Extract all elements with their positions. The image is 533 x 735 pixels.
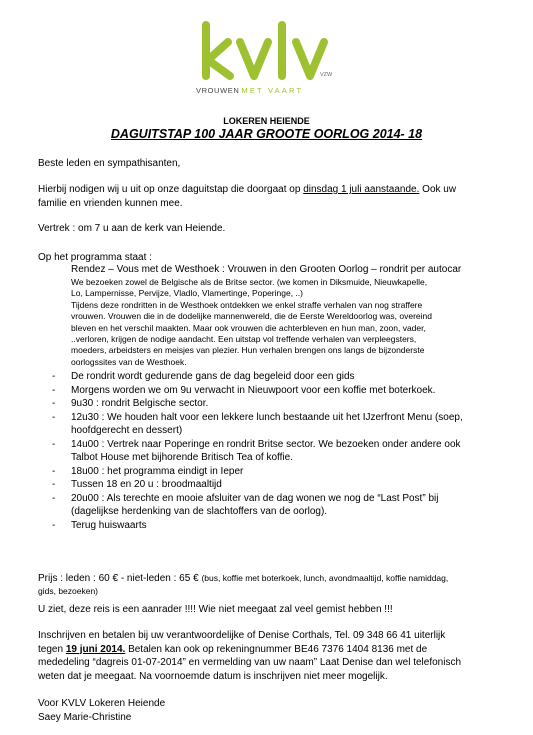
registration-text-post: Betalen kan ook op rekeningnummer BE46 7376 1404 8136 met de [125, 643, 428, 655]
intro-text-post: Ook uw [419, 184, 457, 195]
rendezvous-line: moeders, arbeidsters en meisjes van plezier. Hun verhalen brengen ons langs de bijzonderste [71, 345, 425, 356]
list-item-text: 20u00 : Als terechte en mooie afsluiter van de dag wonen we nog de “Last Post” bij [71, 492, 439, 504]
list-item-text: 12u30 : We houden halt voor een lekkere lunch bestaande uit het IJzerfront Menu (soep, [71, 411, 463, 423]
price-detail-cont: gids, bezoeken) [38, 586, 99, 596]
list-item [38, 438, 463, 465]
signature-org: Voor KVLV Lokeren Heiende [38, 698, 166, 709]
logo-vzw: VZW [320, 72, 333, 78]
greeting: Beste leden en sympathisanten, [38, 158, 181, 169]
intro-line-2: familie en vrienden kunnen mee. [38, 197, 183, 209]
rendezvous-title: Rendez – Vous met de Westhoek : Vrouwen in den Grooten Oorlog – rondrit per autocar [71, 264, 462, 275]
list-item-continuation: Talbot House met bijhorende Britisch Tea of koffie. [71, 452, 293, 463]
logo-tagline-a: VROUWEN [196, 86, 240, 95]
list-item-text: Morgens worden we om 9u verwacht in Nieuwpoort voor een koffie met boterkoek. [71, 384, 436, 396]
kvlv-logo [196, 20, 346, 104]
list-item [38, 519, 463, 533]
program-list [38, 370, 463, 532]
list-item [38, 384, 463, 398]
recommendation: U ziet, deze reis is een aanrader !!!! Wie niet meegaat zal veel gemist hebben !!! [38, 604, 393, 615]
rendezvous-line: Lo, Lampernisse, Pervijze, Vladlo, Vlamertinge, Poperinge, ..) [71, 288, 303, 299]
page-title: DAGUITSTAP 100 JAAR GROOTE OORLOG 2014- 18 [110, 127, 423, 141]
registration-line: weten dat je meegaat. Na voornoemde datum is inschrijven niet meer mogelijk. [38, 670, 388, 682]
list-item-continuation: hoofdgerecht en dessert) [71, 425, 183, 436]
registration-line: Inschrijven en betalen bij uw verantwoordelijke of Denise Corthals, Tel. 09 348 66 41 uiterlijk [38, 630, 446, 641]
intro-text: Hierbij nodigen wij u uit op onze daguitstap die doorgaat op [38, 184, 304, 195]
rendezvous-line: Tijdens deze rondritten in de Westhoek ontdekken we enkel straffe verhalen van nog straffere [71, 299, 423, 310]
list-item [38, 411, 463, 438]
list-item [38, 478, 463, 492]
list-item-text: 9u30 : rondrit Belgische sector. [71, 398, 209, 409]
logo-tagline-b: MET VAART [241, 86, 304, 95]
price-detail: (bus, koffie met boterkoek, lunch, avondmaaltijd, koffie namiddag, [201, 573, 449, 583]
logo-tagline [196, 86, 346, 95]
list-item [38, 370, 463, 384]
signature-name: Saey Marie-Christine [38, 711, 132, 723]
list-item-text: De rondrit wordt gedurende gans de dag begeleid door een gids [71, 371, 355, 382]
program-heading: Op het programma staat : [38, 252, 152, 263]
registration-line [38, 643, 427, 657]
registration-line: mededeling “dagreis 01-07-2014” en vermelding van uw naam” Laat Denise dan wel telefonisch [38, 657, 462, 668]
list-item-text: Terug huiswaarts [71, 519, 147, 531]
rendezvous-line: We bezoeken zowel de Belgische als de Britse sector. (we komen in Diksmuide, Nieuwkapelle, [71, 277, 428, 287]
list-item [38, 397, 463, 411]
rendezvous-line: oorlogssites van de Westhoek. [71, 356, 187, 367]
rendezvous-line: ..verloren, krijgen de nodige aandacht. Een uitstap vol treffende verhalen van verpleegsters, [71, 334, 417, 344]
list-item-continuation: (dagelijkse herdenking van de slachtoffers van de oorlog). [71, 506, 328, 517]
rendezvous-line: bleven en het verschil maakten. Maar ook vrouwen die achterbleven en hun man, zoon, vader, [71, 322, 426, 333]
list-item [38, 492, 463, 519]
registration-text: tegen [38, 643, 66, 655]
departure-info: Vertrek : om 7 u aan de kerk van Heiende. [38, 223, 226, 234]
list-item-text: 14u00 : Vertrek naar Poperinge en rondrit Britse sector. We bezoeken onder andere ook [71, 438, 461, 450]
intro-line-1 [38, 183, 456, 197]
rendezvous-line: vrouwen. Vrouwen die in de dodelijke mannenwereld, die de Eerste Wereldoorlog was, overeind [71, 311, 432, 322]
org-name: LOKEREN HEIENDE [223, 116, 310, 126]
price-line [38, 572, 448, 586]
trip-date: dinsdag 1 juli aanstaande. [303, 184, 420, 195]
price-main: Prijs : leden : 60 € - niet-leden : 65 € [38, 573, 202, 584]
list-item [38, 465, 463, 479]
list-item-text: 18u00 : het programma eindigt in Ieper [71, 465, 244, 477]
deadline-date: 19 juni 2014. [65, 643, 126, 655]
list-item-text: Tussen 18 en 20 u : broodmaaltijd [71, 479, 222, 490]
